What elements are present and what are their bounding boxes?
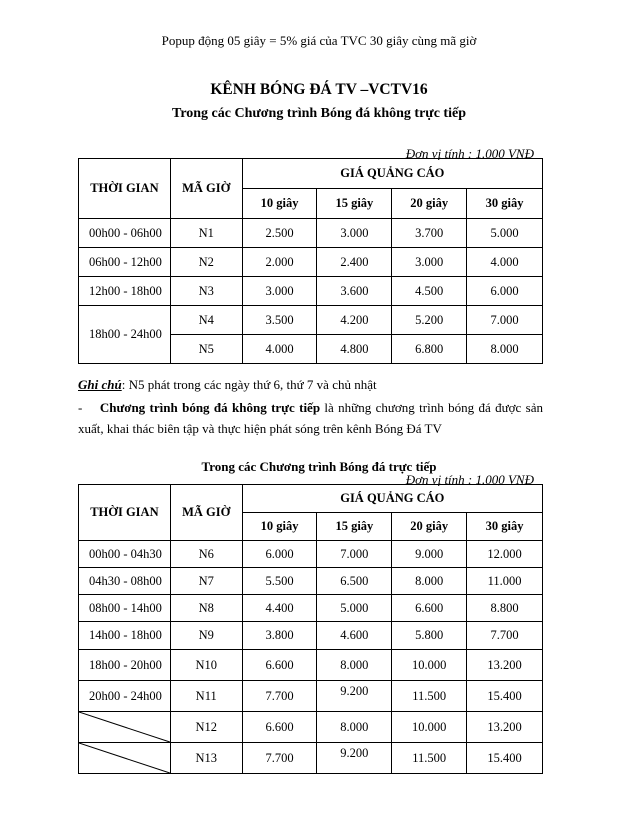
table-row xyxy=(79,248,543,277)
code-cell: N3 xyxy=(170,277,242,306)
price-cell: 11.500 xyxy=(392,743,467,774)
unit-note-2: Đơn vị tính : 1.000 VNĐ xyxy=(405,472,534,487)
table-row xyxy=(79,595,543,622)
header-duration: 30 giây xyxy=(467,189,543,219)
table-row xyxy=(79,219,543,248)
rate-table-live xyxy=(78,484,543,774)
time-cell: 08h00 - 14h00 xyxy=(79,595,171,622)
price-cell: 2.500 xyxy=(242,219,317,248)
price-cell: 5.000 xyxy=(317,595,392,622)
price-cell: 3.500 xyxy=(242,306,317,335)
price-cell: 4.000 xyxy=(242,335,317,364)
price-cell: 7.700 xyxy=(467,622,543,650)
price-cell: 8.000 xyxy=(392,568,467,595)
time-cell: 12h00 - 18h00 xyxy=(79,277,171,306)
price-cell: 6.000 xyxy=(242,541,317,568)
time-cell: 00h00 - 04h30 xyxy=(79,541,171,568)
price-cell: 5.500 xyxy=(242,568,317,595)
table-row xyxy=(79,568,543,595)
price-cell: 5.800 xyxy=(392,622,467,650)
code-cell: N1 xyxy=(170,219,242,248)
diagonal-line xyxy=(79,743,170,773)
price-cell: 10.000 xyxy=(392,712,467,743)
price-cell: 7.700 xyxy=(242,743,317,774)
note-text: : N5 phát trong các ngày thứ 6, thứ 7 và chủ nhật xyxy=(121,377,377,392)
price-cell: 9.200 xyxy=(317,681,392,712)
price-cell: 13.200 xyxy=(467,650,543,681)
price-cell: 10.000 xyxy=(392,650,467,681)
price-cell: 6.000 xyxy=(467,277,543,306)
note-line-2 xyxy=(78,397,543,439)
code-cell: N7 xyxy=(170,568,242,595)
time-cell: 04h30 - 08h00 xyxy=(79,568,171,595)
price-cell: 4.400 xyxy=(242,595,317,622)
price-cell: 8.800 xyxy=(467,595,543,622)
time-cell: 14h00 - 18h00 xyxy=(79,622,171,650)
price-cell: 4.600 xyxy=(317,622,392,650)
price-cell: 15.400 xyxy=(467,681,543,712)
table-row xyxy=(79,277,543,306)
table-row xyxy=(79,306,543,335)
time-cell: 06h00 - 12h00 xyxy=(79,248,171,277)
header-duration: 10 giây xyxy=(242,189,317,219)
header-duration: 15 giây xyxy=(317,189,392,219)
price-cell: 3.000 xyxy=(242,277,317,306)
diagonal-line xyxy=(79,712,170,742)
header-duration: 15 giây xyxy=(317,513,392,541)
table-row xyxy=(79,650,543,681)
price-cell: 6.600 xyxy=(392,595,467,622)
code-cell: N13 xyxy=(170,743,242,774)
code-cell: N5 xyxy=(170,335,242,364)
price-cell: 5.000 xyxy=(467,219,543,248)
price-cell: 15.400 xyxy=(467,743,543,774)
header-price: GIÁ QUẢNG CÁO xyxy=(242,485,542,513)
time-cell: 18h00 - 20h00 xyxy=(79,650,171,681)
table-row xyxy=(79,681,543,712)
price-cell: 8.000 xyxy=(467,335,543,364)
code-cell: N8 xyxy=(170,595,242,622)
note-line-1 xyxy=(78,374,543,395)
time-cell: 00h00 - 06h00 xyxy=(79,219,171,248)
price-cell: 11.500 xyxy=(392,681,467,712)
table-row xyxy=(79,712,543,743)
unit-note: Đơn vị tính : 1.000 VNĐ xyxy=(405,146,534,161)
header-time: THỜI GIAN xyxy=(79,485,171,541)
price-cell: 9.200 xyxy=(317,743,392,774)
price-cell: 4.500 xyxy=(392,277,467,306)
time-cell: 20h00 - 24h00 xyxy=(79,681,171,712)
blank-time-cell xyxy=(79,743,171,774)
header-duration: 10 giây xyxy=(242,513,317,541)
note-label: Ghi chú xyxy=(78,377,122,392)
price-cell: 6.600 xyxy=(242,650,317,681)
price-cell: 4.000 xyxy=(467,248,543,277)
note-definition: là những chương trình bóng đá được sản xuất, khai thác biên tập và thực hiện phát sóng trên kênh Bóng Đá TV xyxy=(78,400,543,436)
header-time: THỜI GIAN xyxy=(79,159,171,219)
note-bold-term: Chương trình bóng đá không trực tiếp xyxy=(99,400,321,415)
price-cell: 6.500 xyxy=(317,568,392,595)
code-cell: N6 xyxy=(170,541,242,568)
header-duration: 30 giây xyxy=(467,513,543,541)
price-cell: 9.000 xyxy=(392,541,467,568)
price-cell: 6.800 xyxy=(392,335,467,364)
price-cell: 4.800 xyxy=(317,335,392,364)
price-cell: 8.000 xyxy=(317,650,392,681)
price-cell: 2.000 xyxy=(242,248,317,277)
note-dash: - xyxy=(78,400,83,415)
section-subtitle-live: Trong các Chương trình Bóng đá trực tiếp xyxy=(201,459,437,474)
price-cell: 13.200 xyxy=(467,712,543,743)
price-cell: 3.000 xyxy=(317,219,392,248)
code-cell: N10 xyxy=(170,650,242,681)
code-cell: N9 xyxy=(170,622,242,650)
price-cell: 12.000 xyxy=(467,541,543,568)
price-cell: 2.400 xyxy=(317,248,392,277)
price-cell: 5.200 xyxy=(392,306,467,335)
price-cell: 3.600 xyxy=(317,277,392,306)
header-price: GIÁ QUẢNG CÁO xyxy=(242,159,542,189)
section-subtitle-non-live: Trong các Chương trình Bóng đá không trực tiếp xyxy=(172,106,466,121)
price-cell: 7.700 xyxy=(242,681,317,712)
page-title: KÊNH BÓNG ĐÁ TV –VCTV16 xyxy=(210,81,428,98)
price-cell: 8.000 xyxy=(317,712,392,743)
header-code: MÃ GIỜ xyxy=(170,159,242,219)
note-block xyxy=(78,374,543,439)
price-cell: 3.000 xyxy=(392,248,467,277)
code-cell: N4 xyxy=(170,306,242,335)
blank-time-cell xyxy=(79,712,171,743)
code-cell: N12 xyxy=(170,712,242,743)
popup-note: Popup động 05 giây = 5% giá của TVC 30 giây cùng mã giờ xyxy=(161,33,477,48)
price-cell: 3.800 xyxy=(242,622,317,650)
header-duration: 20 giây xyxy=(392,513,467,541)
time-cell: 18h00 - 24h00 xyxy=(79,306,171,364)
price-cell: 11.000 xyxy=(467,568,543,595)
header-code: MÃ GIỜ xyxy=(170,485,242,541)
table-row xyxy=(79,622,543,650)
code-cell: N2 xyxy=(170,248,242,277)
table-row xyxy=(79,743,543,774)
price-cell: 6.600 xyxy=(242,712,317,743)
price-cell: 3.700 xyxy=(392,219,467,248)
price-cell: 7.000 xyxy=(317,541,392,568)
price-cell: 4.200 xyxy=(317,306,392,335)
table-row xyxy=(79,541,543,568)
code-cell: N11 xyxy=(170,681,242,712)
rate-table-non-live xyxy=(78,158,543,364)
price-cell: 7.000 xyxy=(467,306,543,335)
header-duration: 20 giây xyxy=(392,189,467,219)
